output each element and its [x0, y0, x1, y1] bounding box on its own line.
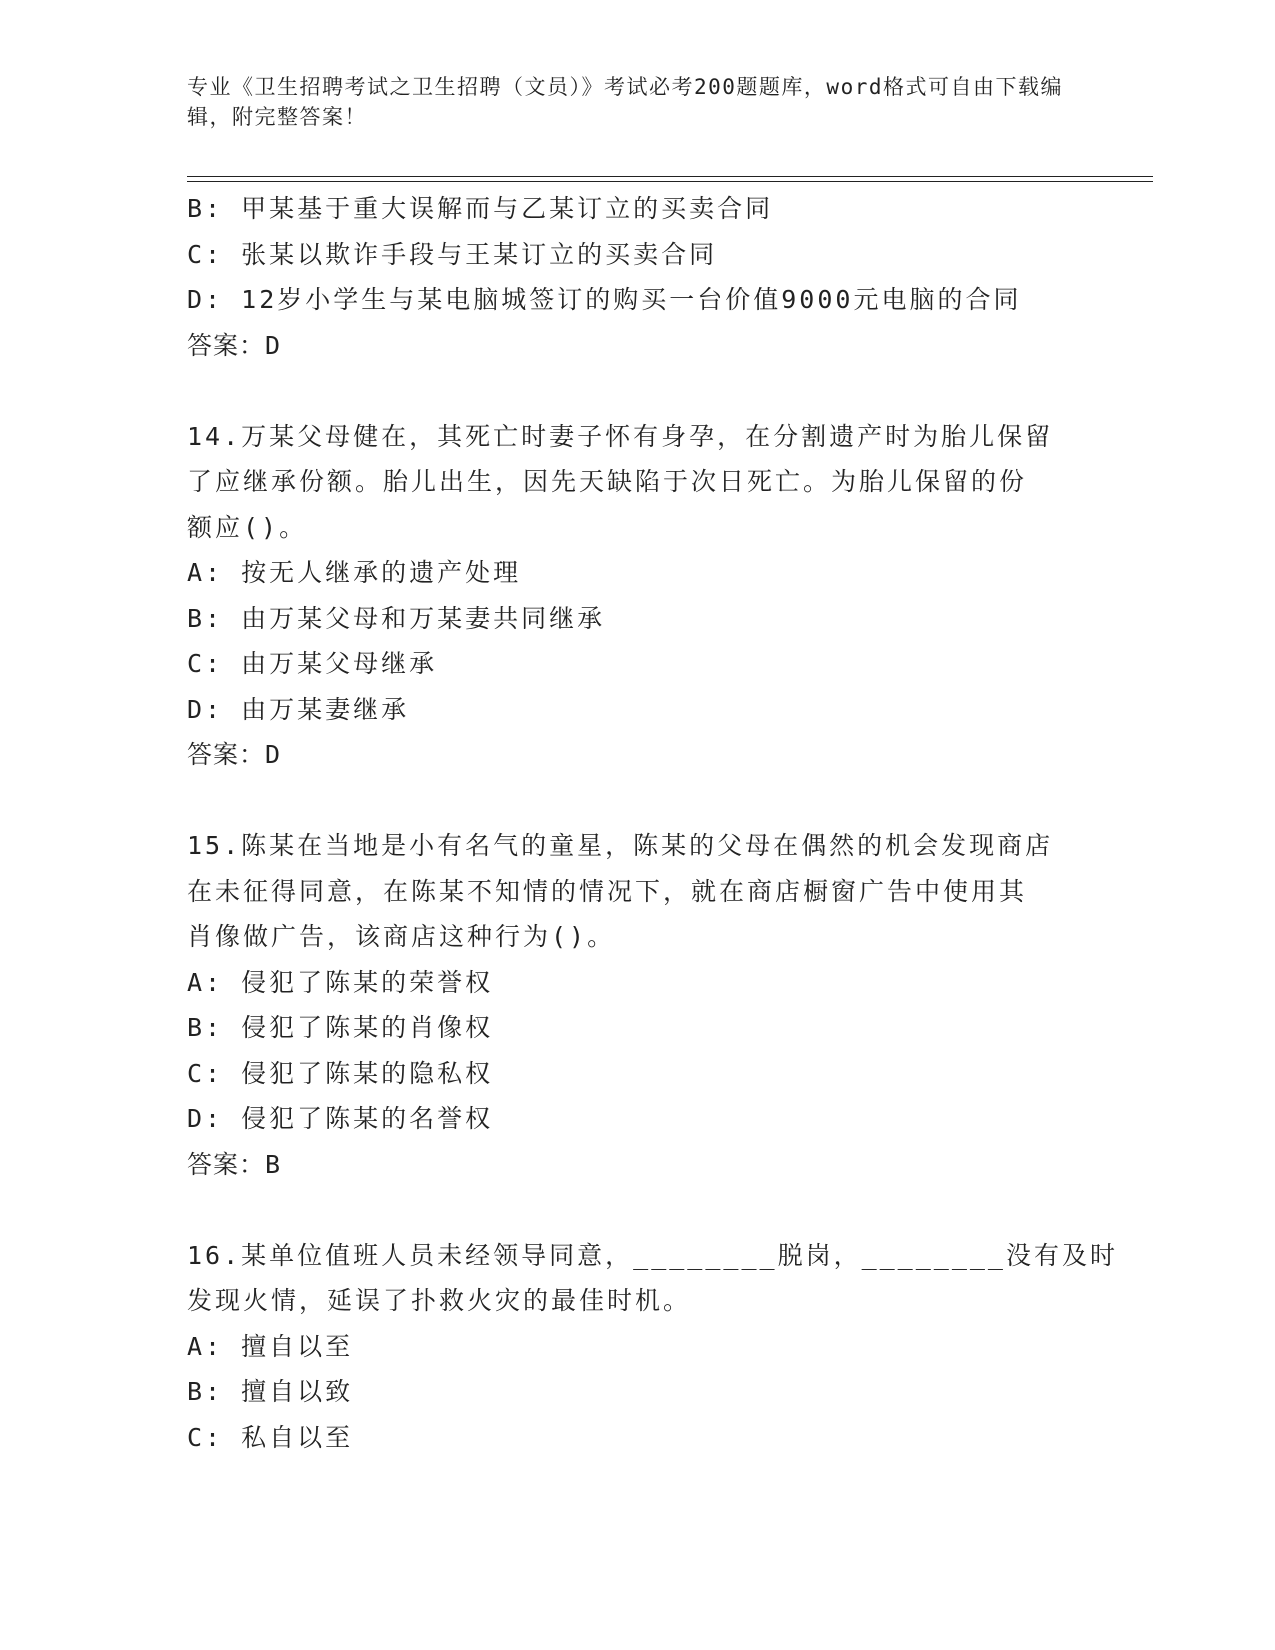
answer: 答案：B: [187, 1149, 282, 1179]
option-d: D: 由万某妻继承: [187, 694, 410, 724]
question-stem-line: 发现火情，延误了扑救火灾的最佳时机。: [187, 1286, 692, 1315]
question-stem-line: 肖像做广告，该商店这种行为()。: [187, 922, 616, 951]
question-stem-line: 额应()。: [187, 512, 308, 542]
header-rule-top: [187, 176, 1153, 177]
answer: 答案：D: [187, 740, 282, 769]
option-b: B: 由万某父母和万某妻共同继承: [187, 603, 606, 633]
spacer: [187, 778, 1087, 824]
question-15: [187, 823, 1087, 1187]
option-c: C: 张某以欺诈手段与王某订立的买卖合同: [187, 239, 718, 269]
option-a: A: 侵犯了陈某的荣誉权: [187, 967, 494, 997]
option-a: A: 按无人继承的遗产处理: [187, 558, 522, 587]
option-d: D: 侵犯了陈某的名誉权: [187, 1104, 494, 1133]
option-a: A: 擅自以至: [187, 1331, 354, 1361]
option-b: B: 侵犯了陈某的肖像权: [187, 1013, 494, 1042]
question-13-continuation: [187, 186, 1087, 368]
option-d: D: 12岁小学生与某电脑城签订的购买一台价值9000元电脑的合同: [187, 285, 1022, 314]
page-header: 专业《卫生招聘考试之卫生招聘（文员）》考试必考200题题库，word格式可自由下载编辑，附完整答案！: [187, 75, 1063, 129]
document-content: [187, 186, 1118, 1460]
option-c: C: 侵犯了陈某的隐私权: [187, 1058, 494, 1088]
question-stem-line: 14.万某父母健在，其死亡时妻子怀有身孕，在分割遗产时为胎儿保留: [187, 421, 1054, 451]
spacer: [187, 1187, 1087, 1233]
question-stem-line: 了应继承份额。胎儿出生，因先天缺陷于次日死亡。为胎儿保留的份: [187, 467, 1028, 496]
spacer: [187, 368, 1087, 414]
question-stem-line: 在未征得同意，在陈某不知情的情况下，就在商店橱窗广告中使用其: [187, 876, 1028, 906]
question-stem-line: 15.陈某在当地是小有名气的童星，陈某的父母在偶然的机会发现商店: [187, 831, 1054, 860]
option-c: C: 私自以至: [187, 1422, 354, 1452]
question-14: [187, 414, 1087, 778]
answer: 答案：D: [187, 330, 282, 360]
option-b: B: 甲某基于重大误解而与乙某订立的买卖合同: [187, 194, 774, 223]
question-16: [187, 1233, 1118, 1461]
header-rule-bottom: [187, 181, 1153, 182]
option-c: C: 由万某父母继承: [187, 649, 438, 678]
option-b: B: 擅自以致: [187, 1377, 354, 1406]
question-stem-line: 16.某单位值班人员未经领导同意，________脱岗，________没有及时: [187, 1240, 1118, 1270]
